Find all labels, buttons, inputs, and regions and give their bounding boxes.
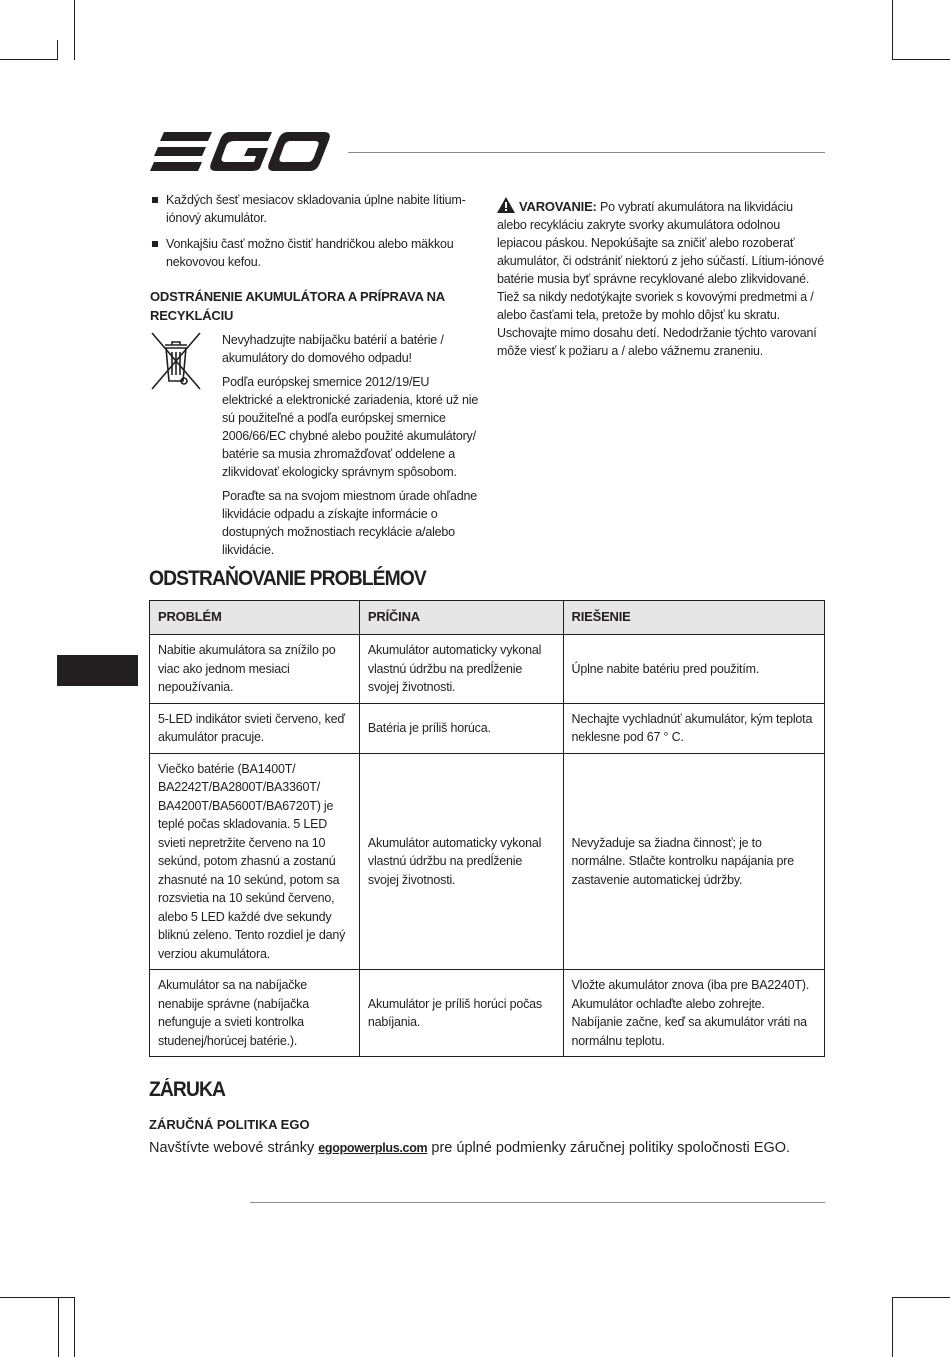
- problem-cell: Nabitie akumulátora sa znížilo po viac ako jednom mesiaci nepoužívania.: [150, 635, 360, 704]
- left-column: [150, 191, 480, 565]
- table-header-row: [150, 601, 825, 635]
- solution-cell: Nevyžaduje sa žiadna činnosť; je to normálne. Stlačte kontrolku napájania pre zastavenie automatickej údržby.: [563, 753, 824, 970]
- crop-mark: [892, 1297, 893, 1357]
- warning-text: Po vybratí akumulátora na likvidáciu alebo recykláciu zakryte svorky akumulátora odolnou lepiacou páskou. Nepokúšajte sa zničiť alebo rozoberať akumulátor, či odstrániť niektorú z jeho súčastí. Lítium-iónové batérie musia byť správne recyklované alebo zlikvidované. Tiež sa nikdy nedotýkajte svoriek s kovovými predmetmi a / alebo časťami tela, pretože by mohlo dôjsť ku skratu. Uschovajte mimo dosahu detí. Nedodržanie týchto varovaní môže viesť k požiaru a / alebo vážnemu zraneniu.: [497, 200, 824, 358]
- disposal-paragraph: Nevyhadzujte nabíjačku batérií a batérie / akumulátory do domového odpadu!: [222, 333, 444, 365]
- crop-mark: [892, 59, 950, 60]
- crop-mark: [58, 1297, 59, 1357]
- crop-mark: [74, 1297, 75, 1357]
- crop-mark: [892, 1297, 950, 1298]
- solution-cell: Úplne nabite batériu pred použitím.: [563, 635, 824, 704]
- cause-cell: Akumulátor automaticky vykonal vlastnú údržbu na predĺženie svojej životnosti.: [359, 753, 563, 970]
- disposal-paragraph: Podľa európskej smernice 2012/19/EU elektrické a elektronické zariadenia, ktoré už nie sú použiteľné a podľa európskej smernice 2006/66/EC chybné alebo použité akumulátory/ batérie sa musia zhromažďovať oddelene a zlikvidovať ekologicky správnym spôsobom.: [222, 375, 479, 479]
- footer-rule: [250, 1202, 825, 1203]
- header-rule: [348, 152, 825, 153]
- solution-cell: Vložte akumulátor znova (iba pre BA2240T). Akumulátor ochlaďte alebo zohrejte. Nabíjanie začne, keď sa akumulátor vráti na normálnu teplotu.: [563, 970, 824, 1057]
- crop-mark: [57, 40, 58, 60]
- troubleshooting-title: ODSTRAŇOVANIE PROBLÉMOV: [149, 567, 426, 590]
- table-row: [150, 703, 825, 753]
- disposal-heading: ODSTRÁNENIE AKUMULÁTORA A PRÍPRAVA NA RECYKLÁCIU: [150, 289, 445, 323]
- disposal-text: [222, 331, 480, 559]
- warranty-policy-heading: ZÁRUČNÁ POLITIKA EGO: [149, 1117, 310, 1132]
- warning-label: VAROVANIE:: [519, 199, 597, 214]
- warranty-title: ZÁRUKA: [149, 1078, 226, 1101]
- problem-cell: 5-LED indikátor svieti červeno, keď akumulátor pracuje.: [150, 703, 360, 753]
- disposal-block: [150, 331, 480, 559]
- solution-cell: Nechajte vychladnúť akumulátor, kým teplota neklesne pod 67 ° C.: [563, 703, 824, 753]
- ego-logo: [150, 132, 332, 172]
- cause-cell: Akumulátor je príliš horúci počas nabíjania.: [359, 970, 563, 1057]
- table-row: [150, 635, 825, 704]
- crossed-bin-icon: [150, 331, 202, 393]
- table-row: [150, 970, 825, 1057]
- disposal-paragraph: Poraďte sa na svojom miestnom úrade ohľadne likvidácie odpadu a získajte informácie o dostupných možnostiach recyklácie a/alebo likvidácie.: [222, 489, 477, 557]
- crop-mark: [892, 0, 893, 60]
- header-cause: PRÍČINA: [359, 601, 563, 635]
- warranty-link[interactable]: egopowerplus.com: [318, 1141, 428, 1155]
- crop-mark: [74, 0, 75, 60]
- right-column: [497, 197, 825, 360]
- crop-mark: [0, 59, 57, 60]
- warranty-text-before: Navštívte webové stránky: [149, 1140, 315, 1156]
- section-tab-marker: [57, 655, 138, 686]
- cause-cell: Akumulátor automaticky vykonal vlastnú údržbu na predĺženie svojej životnosti.: [359, 635, 563, 704]
- header-problem: PROBLÉM: [150, 601, 360, 635]
- problem-cell: Viečko batérie (BA1400T/ BA2242T/BA2800T/BA3360T/ BA4200T/BA5600T/BA6720T) je teplé počas skladovania. 5 LED svieti nepretržite červeno na 10 sekúnd, potom zhasnú a zostanú zhasnuté na 10 sekúnd, potom sa rozsvietia na 10 sekúnd červeno, alebo 5 LED každé dve sekundy bliknú zeleno. Tento rozdiel je daný verziou akumulátora.: [150, 753, 360, 970]
- warranty-text-after: pre úplné podmienky záručnej politiky spoločnosti EGO.: [431, 1140, 791, 1156]
- crop-mark: [0, 1297, 74, 1298]
- problem-cell: Akumulátor sa na nabíjačke nenabije správne (nabíjačka nefunguje a svieti kontrolka studenej/horúcej batérie.).: [150, 970, 360, 1057]
- bullet-item: Každých šesť mesiacov skladovania úplne nabite lítium-iónový akumulátor.: [150, 191, 480, 227]
- warranty-paragraph: [149, 1140, 790, 1156]
- table-row: [150, 753, 825, 970]
- cause-cell: Batéria je príliš horúca.: [359, 703, 563, 753]
- bullet-item: Vonkajšiu časť možno čistiť handričkou alebo mäkkou nekovovou kefou.: [150, 235, 480, 271]
- warning-icon: [497, 197, 515, 213]
- header-solution: RIEŠENIE: [563, 601, 824, 635]
- troubleshooting-table: [149, 600, 825, 1057]
